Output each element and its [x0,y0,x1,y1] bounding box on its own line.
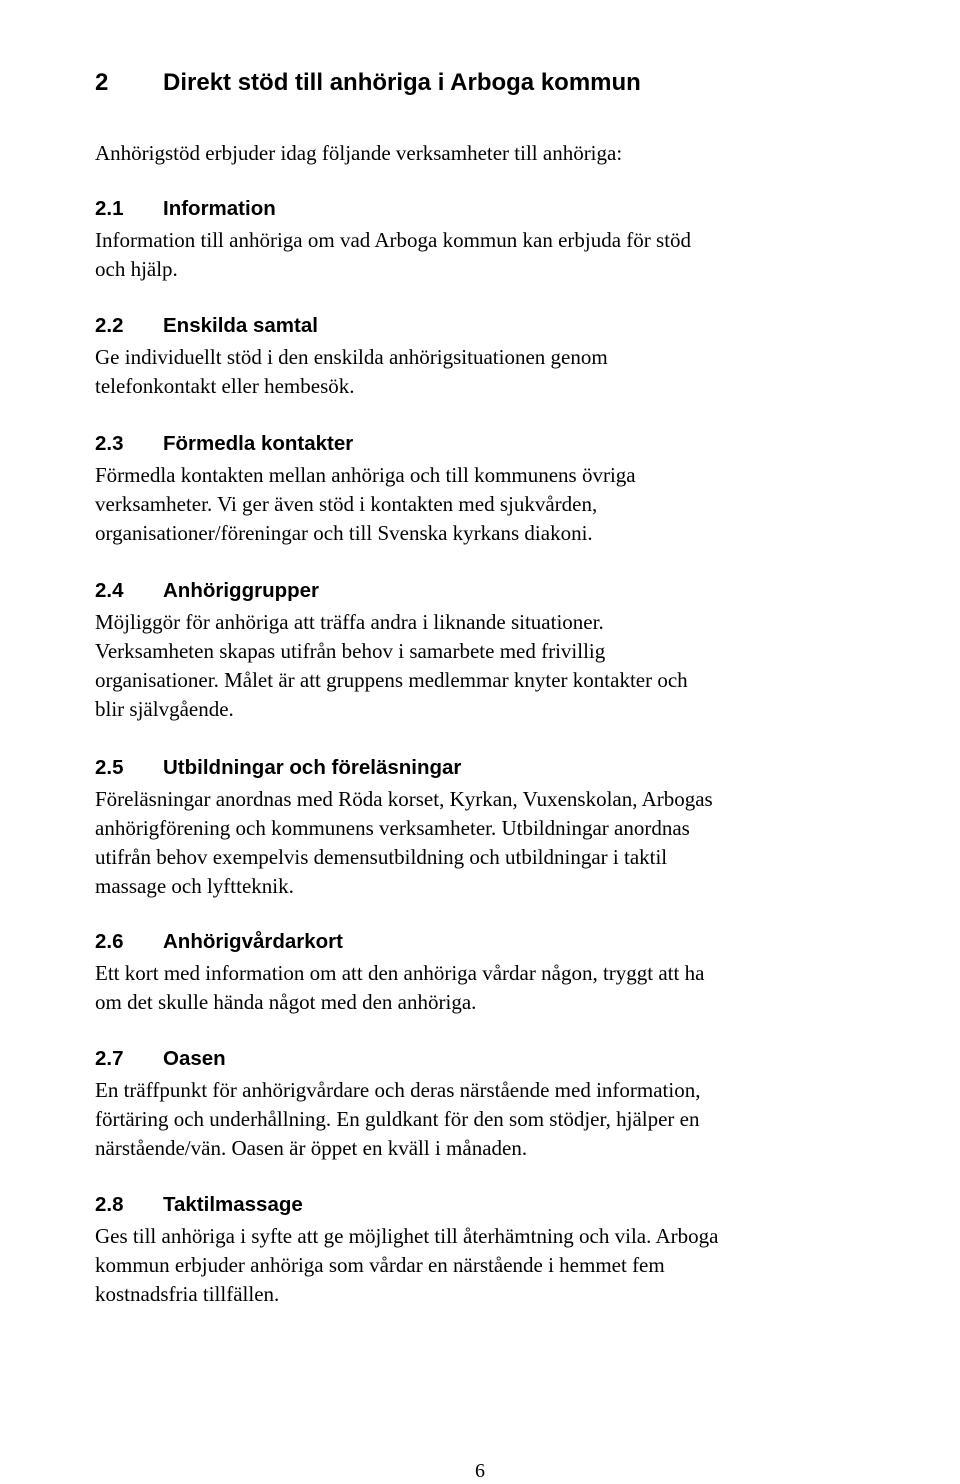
section-heading [95,429,875,459]
section-number: 2.1 [95,197,124,220]
body-line: Ett kort med information om att den anhöriga vårdar någon, tryggt att ha [95,961,705,985]
section-2-5 [95,753,875,901]
body-line: organisationer. Målet är att gruppens medlemmar knyter kontakter och [95,668,688,692]
section-number: 2.6 [95,930,124,953]
section-heading [95,927,875,957]
body-line: anhörigförening och kommunens verksamheter. Utbildningar anordnas [95,816,690,840]
chapter-number: 2 [95,69,109,96]
section-body [95,785,875,901]
section-heading [95,311,875,341]
body-line: Ge individuellt stöd i den enskilda anhörigsituationen genom [95,345,608,369]
chapter-title: Direkt stöd till anhöriga i Arboga kommun [163,69,641,96]
body-line: och hjälp. [95,257,178,281]
section-number: 2.3 [95,432,124,455]
section-2-6 [95,927,875,1017]
section-body [95,343,875,401]
body-line: massage och lyftteknik. [95,874,294,898]
body-line: blir självgående. [95,697,234,721]
section-number: 2.4 [95,579,124,602]
section-number: 2.8 [95,1193,124,1216]
section-title: Utbildningar och föreläsningar [163,756,462,779]
body-line: En träffpunkt för anhörigvårdare och deras närstående med information, [95,1078,701,1102]
section-title: Taktilmassage [163,1193,303,1216]
page-number: 6 [475,1460,485,1482]
section-2-2 [95,311,875,401]
section-heading [95,753,875,783]
section-title: Enskilda samtal [163,314,318,337]
body-line: organisationer/föreningar och till Svenska kyrkans diakoni. [95,521,593,545]
section-2-4 [95,576,875,724]
section-2-3 [95,429,875,548]
section-number: 2.7 [95,1047,124,1070]
section-body [95,1222,875,1309]
body-line: Ges till anhöriga i syfte att ge möjlighet till återhämtning och vila. Arboga [95,1224,719,1248]
section-number: 2.5 [95,756,124,779]
section-title: Anhörigvårdarkort [163,930,343,953]
section-heading [95,1190,875,1220]
section-2-1 [95,194,875,284]
section-heading [95,1044,875,1074]
body-line: om det skulle hända något med den anhöriga. [95,990,477,1014]
body-line: närstående/vän. Oasen är öppet en kväll i månaden. [95,1136,528,1160]
section-body [95,461,875,548]
chapter-heading [95,67,641,99]
section-2-7 [95,1044,875,1163]
section-title: Information [163,197,276,220]
section-body [95,1076,875,1163]
section-number: 2.2 [95,314,124,337]
section-title: Oasen [163,1047,226,1070]
body-line: Möjliggör för anhöriga att träffa andra i liknande situationer. [95,610,604,634]
section-title: Förmedla kontakter [163,432,354,455]
body-line: kommun erbjuder anhöriga som vårdar en närstående i hemmet fem [95,1253,665,1277]
body-line: Föreläsningar anordnas med Röda korset, Kyrkan, Vuxenskolan, Arbogas [95,787,713,811]
body-line: Information till anhöriga om vad Arboga kommun kan erbjuda för stöd [95,228,692,252]
body-line: utifrån behov exempelvis demensutbildning och utbildningar i taktil [95,845,668,869]
intro-paragraph: Anhörigstöd erbjuder idag följande verksamheter till anhöriga: [95,141,623,165]
body-line: Förmedla kontakten mellan anhöriga och till kommunens övriga [95,463,636,487]
body-line: telefonkontakt eller hembesök. [95,374,355,398]
section-body [95,608,875,724]
body-line: Verksamheten skapas utifrån behov i samarbete med frivillig [95,639,606,663]
section-2-8 [95,1190,875,1309]
section-body [95,959,875,1017]
body-line: förtäring och underhållning. En guldkant för den som stödjer, hjälper en [95,1107,700,1131]
section-heading [95,194,875,224]
section-body [95,226,875,284]
body-line: verksamheter. Vi ger även stöd i kontakten med sjukvården, [95,492,598,516]
body-line: kostnadsfria tillfällen. [95,1282,280,1306]
section-heading [95,576,875,606]
section-title: Anhöriggrupper [163,579,320,602]
